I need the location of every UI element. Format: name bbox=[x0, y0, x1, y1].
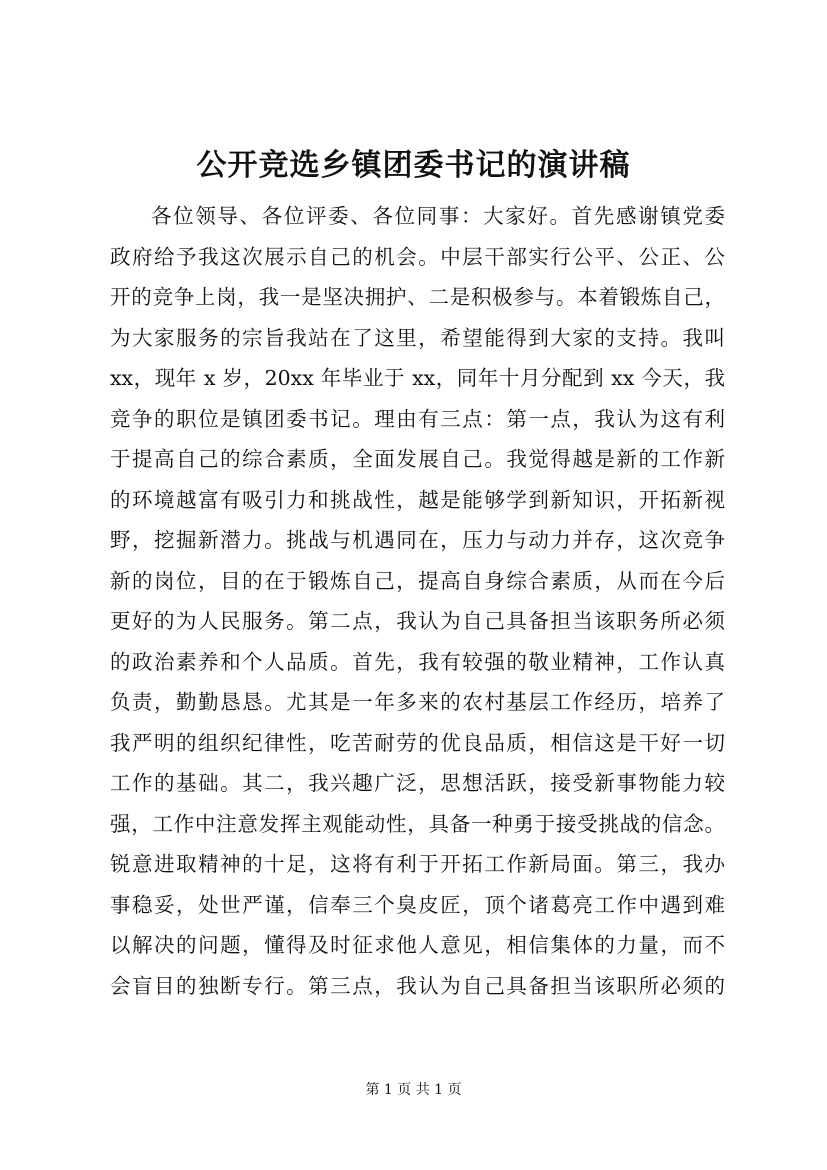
body-line: 开的竞争上岗，我一是坚决拥护、二是积极参与。本着锻炼自己， bbox=[110, 285, 725, 309]
body-line: 会盲目的独断专行。第三点，我认为自己具备担当该职所必须的 bbox=[110, 973, 725, 998]
document-title: 公开竞选乡镇团委书记的演讲稿 bbox=[196, 148, 631, 183]
body-line: 负责，勤勤恳恳。尤其是一年多来的农村基层工作经历，培养了 bbox=[110, 690, 725, 714]
body-line: 我严明的组织纪律性，吃苦耐劳的优良品质，相信这是干好一切 bbox=[110, 730, 725, 755]
body-line: 工作的基础。其二，我兴趣广泛，思想活跃，接受新事物能力较 bbox=[110, 771, 725, 795]
body-line: 野，挖掘新潜力。挑战与机遇同在，压力与动力并存，这次竞争 bbox=[110, 528, 725, 552]
body-line: 新的岗位，目的在于锻炼自己，提高自身综合素质，从而在今后 bbox=[110, 568, 725, 593]
document-body bbox=[110, 196, 725, 1006]
body-line: 的政治素养和个人品质。首先，我有较强的敬业精神，工作认真 bbox=[110, 649, 725, 674]
body-line: 强，工作中注意发挥主观能动性，具备一种勇于接受挑战的信念。 bbox=[110, 811, 725, 836]
body-line: 锐意进取精神的十足，这将有利于开拓工作新局面。第三，我办 bbox=[110, 852, 725, 876]
body-line: 竞争的职位是镇团委书记。理由有三点：第一点，我认为这有利 bbox=[110, 406, 725, 431]
body-line: 于提高自己的综合素质，全面发展自己。我觉得越是新的工作新 bbox=[110, 447, 725, 471]
page-footer: 第 1 页 共 1 页 bbox=[365, 1082, 462, 1098]
body-line: 以解决的问题，懂得及时征求他人意见，相信集体的力量，而不 bbox=[110, 933, 725, 957]
body-line: 的环境越富有吸引力和挑战性，越是能够学到新知识，开拓新视 bbox=[110, 487, 725, 512]
body-line: 各位领导、各位评委、各位同事：大家好。首先感谢镇党委 bbox=[151, 204, 725, 228]
body-line: 政府给予我这次展示自己的机会。中层干部实行公平、公正、公 bbox=[110, 244, 725, 269]
body-line: xx，现年 x 岁，20xx 年毕业于 xx，同年十月分配到 xx 今天，我 bbox=[110, 366, 725, 390]
body-line: 为大家服务的宗旨我站在了这里，希望能得到大家的支持。我叫 bbox=[110, 325, 725, 350]
body-line: 更好的为人民服务。第二点，我认为自己具备担当该职务所必须 bbox=[110, 609, 725, 633]
body-line: 事稳妥，处世严谨，信奉三个臭皮匠，顶个诸葛亮工作中遇到难 bbox=[110, 892, 725, 917]
